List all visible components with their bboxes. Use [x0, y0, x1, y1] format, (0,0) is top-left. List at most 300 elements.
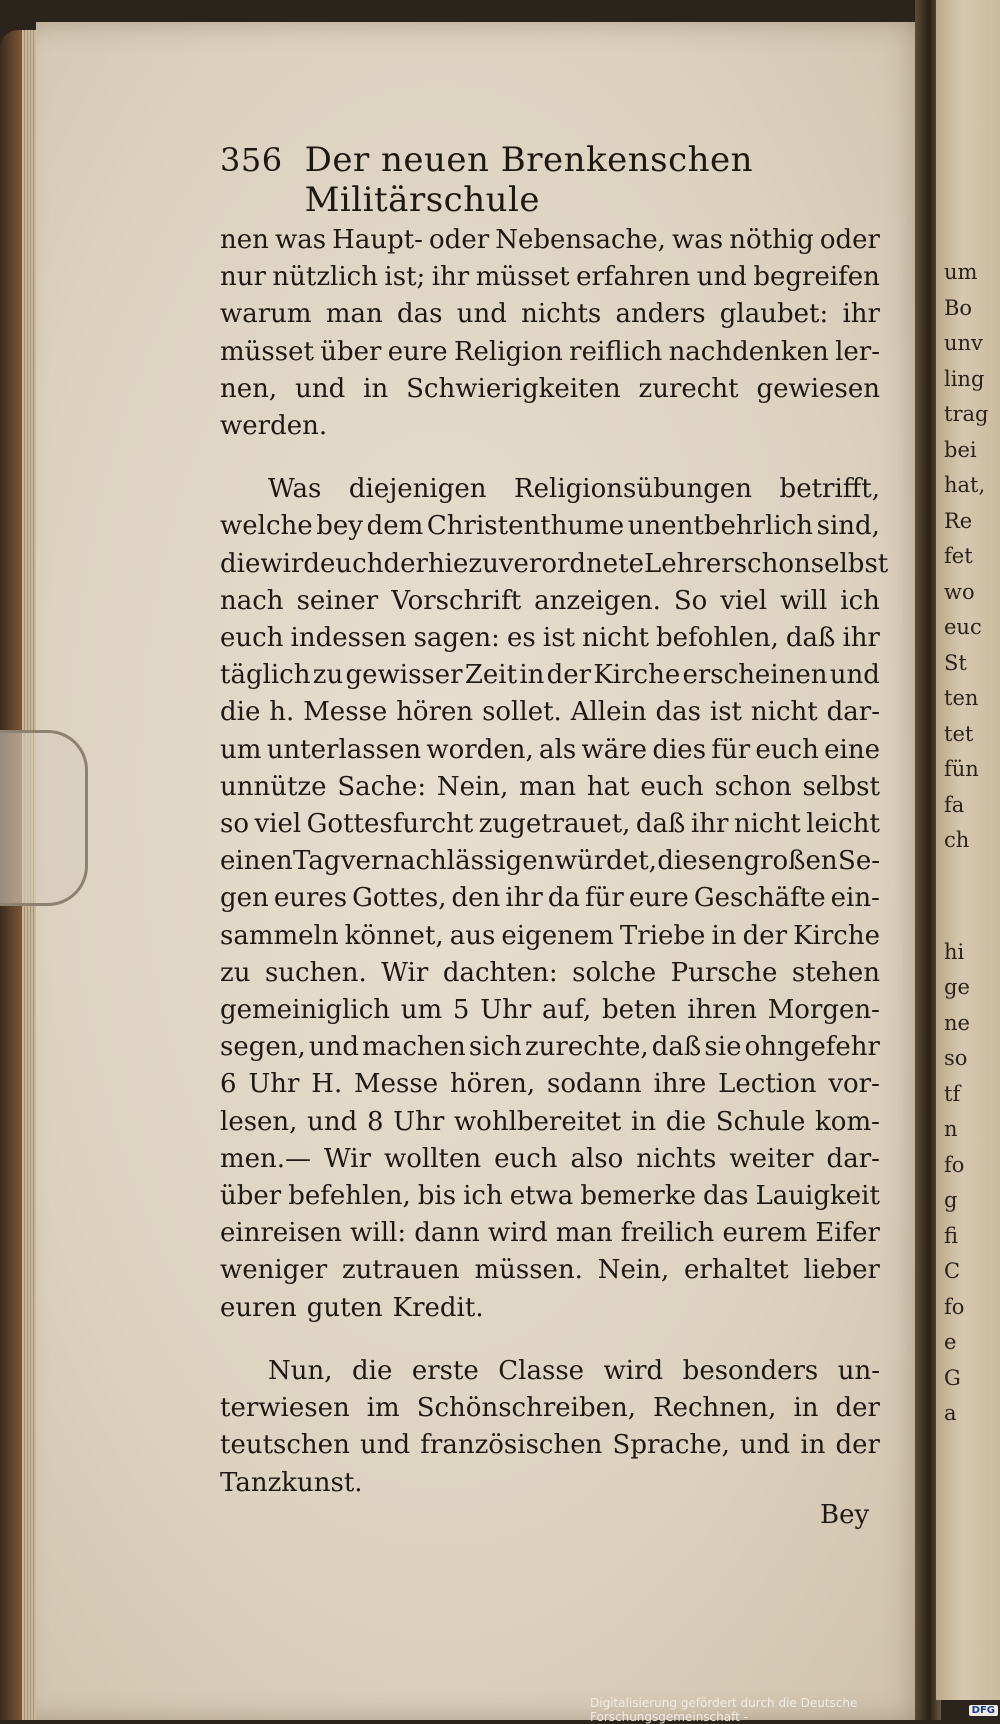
word: der: [835, 1393, 880, 1424]
word: teutschen: [220, 1430, 350, 1461]
adjacent-fragment: ten: [944, 686, 979, 710]
adjacent-fragment: Re: [944, 508, 973, 533]
word: das: [655, 697, 701, 728]
word: in: [631, 1106, 657, 1137]
word: man: [519, 771, 577, 802]
word: 8: [366, 1106, 384, 1137]
bookmark-clip: [0, 730, 88, 906]
word: leicht: [806, 809, 880, 840]
word: men.—: [220, 1143, 312, 1174]
word: und: [829, 660, 880, 691]
word: sodann: [546, 1069, 642, 1100]
text-line: [220, 1029, 880, 1066]
word: Religion: [453, 336, 563, 367]
word: hören: [396, 697, 474, 728]
word: ihr: [690, 809, 729, 840]
word: Christenthume: [426, 511, 625, 542]
word: für: [711, 734, 751, 765]
adjacent-fragment: ge: [944, 975, 970, 999]
word: Se-: [838, 846, 880, 877]
text-line: [220, 1427, 880, 1464]
word: hiezu: [427, 548, 499, 579]
text-line: [220, 1390, 880, 1427]
page-number: 356: [220, 141, 283, 179]
word: Sache:: [337, 771, 427, 802]
word: Uhr: [248, 1069, 300, 1100]
word: weiter: [729, 1143, 814, 1174]
word: Wir: [381, 957, 429, 988]
adjacent-fragment: hi: [944, 939, 965, 964]
word: schon: [733, 548, 811, 579]
text-line: [220, 769, 880, 806]
text-line: [220, 1066, 880, 1103]
text-line: [220, 471, 880, 508]
word: in: [793, 1393, 819, 1424]
word: ich: [840, 585, 880, 616]
word: müsset: [475, 262, 570, 293]
word: Nein,: [436, 771, 509, 802]
word: Kredit.: [392, 1292, 484, 1323]
word: nur: [220, 262, 266, 293]
word: nicht: [582, 623, 649, 654]
word: Gottesfurcht: [306, 809, 474, 840]
word: indessen: [290, 623, 407, 654]
word: freilich: [620, 1218, 715, 1249]
word: sammeln: [220, 920, 339, 951]
word: Morgen-: [767, 995, 880, 1026]
paragraph: [220, 222, 880, 445]
word: eures: [273, 883, 348, 914]
adjacent-fragment: ch: [944, 828, 970, 852]
word: So: [673, 585, 708, 616]
word: eine: [824, 734, 880, 765]
paragraph: [220, 471, 889, 1327]
word: Rechnen,: [653, 1393, 777, 1424]
word: für: [585, 883, 624, 914]
word: dar-: [826, 1143, 880, 1174]
word: zu: [220, 957, 251, 988]
text-line: [220, 1104, 880, 1141]
dfg-logo: DFG: [969, 1705, 998, 1716]
word: gemeiniglich: [220, 995, 391, 1026]
text-line: [220, 371, 880, 408]
word: oder: [429, 225, 490, 255]
word: diejenigen: [348, 474, 487, 505]
word: anders: [615, 299, 706, 330]
word: euch: [220, 623, 284, 654]
word: Messe: [354, 1069, 439, 1100]
word: dachten:: [442, 957, 558, 988]
word: bey: [316, 511, 363, 542]
word: viel: [254, 809, 302, 840]
word: ihre: [653, 1069, 707, 1100]
word: ihr: [842, 623, 880, 654]
adjacent-fragment: fün: [944, 757, 979, 781]
running-head-title: Der neuen Brenkenschen Militärschule: [304, 140, 754, 220]
word: daß: [651, 1032, 702, 1063]
word: Lehrer: [644, 548, 734, 579]
word: nach: [220, 585, 284, 616]
word: Eifer: [815, 1218, 880, 1249]
word: Kirche: [793, 920, 880, 951]
text-line: [220, 992, 880, 1029]
word: daß: [635, 809, 686, 840]
word: glaubet:: [719, 299, 829, 330]
text-line: [220, 843, 880, 880]
word: Tag: [292, 846, 341, 877]
text-line: [220, 620, 880, 657]
text-line: [220, 222, 880, 259]
word: sich: [468, 1032, 522, 1063]
catchword: Bey: [820, 1500, 870, 1530]
word: lieber: [803, 1255, 880, 1286]
word: über: [220, 1181, 282, 1212]
word: und: [359, 1430, 411, 1461]
word: wird: [260, 548, 321, 579]
word: eigenem: [501, 920, 614, 951]
word: zugetrauet,: [478, 809, 631, 840]
word: Geschäfte: [693, 883, 826, 914]
word: sie: [704, 1032, 742, 1063]
word: lesen,: [220, 1106, 298, 1137]
word: der: [546, 660, 592, 691]
word: nicht: [733, 809, 801, 840]
word: betrifft,: [779, 474, 880, 505]
text-line: [220, 583, 880, 620]
word: befehlen,: [288, 1181, 411, 1212]
word: es: [507, 623, 536, 654]
text-line: [220, 296, 880, 333]
word: gewisser: [345, 660, 463, 691]
word: zutrauen: [341, 1255, 460, 1286]
paragraph: [220, 1353, 880, 1502]
word: einreisen: [220, 1218, 343, 1249]
word: im: [366, 1393, 400, 1424]
word: beten: [601, 995, 677, 1026]
word: man: [555, 1218, 613, 1249]
text-line: [220, 1215, 880, 1252]
word: diesen: [657, 846, 744, 877]
word: ler-: [835, 336, 880, 367]
word: Wir: [324, 1143, 372, 1174]
word: will:: [350, 1218, 407, 1249]
text-line: [220, 408, 880, 445]
word: die: [220, 697, 261, 728]
word: bemerke: [580, 1181, 696, 1212]
adjacent-fragment: trag: [944, 402, 989, 426]
word: euch: [320, 548, 384, 579]
word: nen,: [220, 373, 278, 404]
text-line: [220, 806, 880, 843]
word: warum: [220, 299, 312, 330]
word: die: [220, 548, 261, 579]
text-line: [220, 955, 880, 992]
word: Triebe: [619, 920, 706, 951]
main-text: [220, 222, 889, 1502]
text-line: [220, 546, 889, 583]
word: die: [351, 1355, 393, 1386]
word: müsset: [220, 336, 314, 367]
word: selbst: [810, 548, 889, 579]
word: Nein,: [597, 1255, 670, 1286]
word: als: [539, 734, 577, 765]
word: h.: [269, 697, 295, 728]
word: weniger: [220, 1255, 328, 1286]
word: nützlich: [272, 262, 378, 293]
text-line: [220, 334, 880, 371]
word: Religionsübungen: [514, 474, 752, 505]
word: Lection: [718, 1069, 817, 1100]
word: nen: [220, 225, 269, 255]
word: selbst: [802, 771, 880, 802]
word: und: [307, 1106, 358, 1137]
word: würdet,: [554, 846, 657, 877]
word: wohlbereitet: [453, 1106, 622, 1137]
word: und: [740, 1430, 791, 1461]
word: Nebensache,: [495, 225, 666, 255]
word: eure: [387, 336, 448, 367]
word: unnütze: [220, 771, 327, 802]
word: nachdenken: [668, 336, 829, 367]
word: ist: [542, 623, 575, 654]
text-line: [220, 918, 880, 955]
word: und: [308, 1032, 360, 1063]
word: besonders: [682, 1355, 819, 1386]
word: machen: [362, 1032, 466, 1063]
adjacent-fragment: a: [944, 1401, 957, 1425]
word: ist: [709, 697, 742, 728]
word: zurechte,: [524, 1032, 649, 1063]
word: euren: [220, 1292, 297, 1323]
word: der: [742, 920, 788, 951]
word: nichts: [636, 1143, 717, 1174]
text-line: [220, 1290, 880, 1327]
text-line: [220, 1141, 880, 1178]
word: werden.: [220, 411, 328, 442]
word: Schwierigkeiten: [406, 373, 621, 404]
adjacent-fragment: n: [944, 1117, 958, 1141]
word: das: [703, 1181, 749, 1212]
word: dann: [414, 1218, 480, 1249]
word: dies: [652, 734, 707, 765]
word: gewiesen: [756, 373, 880, 404]
text-line: [220, 694, 880, 731]
word: und: [696, 262, 747, 293]
adjacent-fragment: ling: [944, 366, 985, 391]
word: hat: [586, 771, 630, 802]
word: viel: [720, 585, 768, 616]
word: wird: [487, 1218, 548, 1249]
word: segen,: [220, 1032, 306, 1063]
word: oder: [819, 225, 880, 255]
adjacent-fragment: C: [944, 1259, 961, 1283]
word: sollet.: [482, 697, 562, 728]
word: gen: [220, 883, 269, 914]
word: auf,: [542, 995, 592, 1026]
text-line: [220, 732, 880, 769]
word: sind,: [816, 511, 880, 542]
adjacent-fragment: g: [944, 1188, 958, 1212]
word: vor-: [828, 1069, 880, 1100]
word: in: [711, 920, 737, 951]
adjacent-fragment: fa: [944, 792, 965, 817]
word: nicht: [750, 697, 818, 728]
word: verordnete: [498, 548, 645, 579]
word: über: [320, 336, 382, 367]
word: und: [456, 299, 507, 330]
word: ihren: [687, 995, 757, 1026]
running-header: [220, 140, 880, 220]
word: eure: [628, 883, 689, 914]
adjacent-page-text: [944, 255, 1000, 1432]
adjacent-fragment: fo: [944, 1152, 965, 1177]
adjacent-fragment: ne: [944, 1010, 970, 1035]
word: nichts: [521, 299, 602, 330]
text-line: [220, 1252, 880, 1289]
word: Kirche: [593, 660, 681, 691]
word: ich: [463, 1181, 503, 1212]
word: einen: [220, 846, 293, 877]
word: die: [665, 1106, 707, 1137]
word: ihr: [505, 883, 543, 914]
word: ohngefehr: [744, 1032, 880, 1063]
word: ihr: [431, 262, 470, 293]
word: dar-: [826, 697, 880, 728]
word: Sprache,: [612, 1430, 730, 1461]
word: Pursche: [670, 957, 778, 988]
adjacent-fragment: fi: [944, 1223, 959, 1248]
word: Uhr: [393, 1106, 445, 1137]
word: in: [519, 660, 545, 691]
word: stehen: [791, 957, 880, 988]
word: unterlassen: [266, 734, 422, 765]
word: um: [400, 995, 443, 1026]
adjacent-fragment: tf: [944, 1081, 961, 1106]
word: dem: [366, 511, 424, 542]
word: sagen:: [413, 623, 500, 654]
word: erste: [411, 1355, 479, 1386]
word: man: [325, 299, 383, 330]
word: der: [383, 548, 428, 579]
word: Classe: [498, 1355, 585, 1386]
word: anzeigen.: [534, 585, 661, 616]
adjacent-fragment: e: [944, 1330, 957, 1354]
word: unentbehrlich: [627, 511, 814, 542]
word: der: [835, 1430, 880, 1461]
credit-text: Digitalisierung gefördert durch die Deutsche Forschungsgemeinschaft -: [590, 1696, 858, 1724]
adjacent-fragment: G: [944, 1365, 961, 1390]
word: Gottes,: [352, 883, 447, 914]
word: nöthig: [729, 225, 814, 255]
word: den: [451, 883, 501, 914]
digitization-credit: [590, 1696, 998, 1724]
word: un-: [837, 1355, 880, 1386]
word: was: [672, 225, 724, 255]
word: in: [363, 373, 389, 404]
word: etwa: [509, 1181, 574, 1212]
word: Haupt-: [332, 225, 423, 255]
word: wäre: [581, 734, 648, 765]
word: ist;: [384, 262, 426, 293]
text-line: [220, 880, 880, 917]
word: so: [220, 809, 249, 840]
word: und: [295, 373, 346, 404]
word: erfahren: [576, 262, 691, 293]
word: 5: [452, 995, 470, 1026]
word: H.: [311, 1069, 343, 1100]
word: bis: [417, 1181, 457, 1212]
text-line: [220, 259, 880, 296]
word: zurecht: [638, 373, 739, 404]
word: Was: [268, 474, 322, 505]
word: Messe: [303, 697, 388, 728]
adjacent-fragment: hat,: [944, 473, 986, 497]
word: ein-: [830, 883, 880, 914]
word: euch: [494, 1143, 558, 1174]
word: müssen.: [474, 1255, 583, 1286]
word: vernachlässigen: [340, 846, 555, 877]
word: zu: [312, 660, 344, 691]
word: befohlen,: [656, 623, 779, 654]
word: Lauigkeit: [755, 1181, 880, 1212]
word: Tanzkunst.: [220, 1467, 363, 1498]
word: täglich: [220, 660, 311, 691]
adjacent-fragment: wo: [944, 579, 975, 604]
adjacent-fragment: Bo: [944, 295, 973, 320]
word: Zeit: [464, 660, 518, 691]
adjacent-fragment: bei: [944, 437, 977, 462]
adjacent-fragment: tet: [944, 721, 974, 746]
word: hören,: [449, 1069, 536, 1100]
word: solche: [572, 957, 657, 988]
word: 6: [220, 1069, 237, 1100]
word: begreifen: [753, 262, 880, 293]
adjacent-fragment: fo: [944, 1294, 965, 1319]
word: guten: [306, 1292, 383, 1323]
word: terwiesen: [220, 1393, 350, 1424]
word: könnet,: [344, 920, 444, 951]
word: reiflich: [569, 336, 663, 367]
word: französischen: [420, 1430, 603, 1461]
adjacent-fragment: unv: [944, 331, 983, 355]
adjacent-fragment: so: [944, 1046, 968, 1070]
adjacent-fragment: euc: [944, 615, 982, 639]
text-line: [220, 1353, 880, 1390]
word: will: [780, 585, 828, 616]
text-line: [220, 657, 880, 694]
word: euch: [640, 771, 704, 802]
word: suchen.: [264, 957, 367, 988]
word: welche: [220, 511, 313, 542]
adjacent-fragment: um: [944, 260, 978, 284]
text-line: [220, 1465, 880, 1502]
word: Schönschreiben,: [416, 1393, 637, 1424]
word: schon: [714, 771, 792, 802]
word: daß: [785, 623, 836, 654]
word: was: [274, 225, 327, 255]
word: seiner: [296, 585, 379, 616]
word: da: [547, 883, 580, 914]
word: worden,: [426, 734, 534, 765]
word: großen: [743, 846, 838, 877]
text-line: [220, 1178, 880, 1215]
text-line: [220, 508, 880, 545]
word: Schule: [715, 1106, 806, 1137]
word: um: [220, 734, 262, 765]
word: erhaltet: [684, 1255, 789, 1286]
word: kom-: [815, 1106, 880, 1137]
word: ihr: [842, 299, 880, 330]
